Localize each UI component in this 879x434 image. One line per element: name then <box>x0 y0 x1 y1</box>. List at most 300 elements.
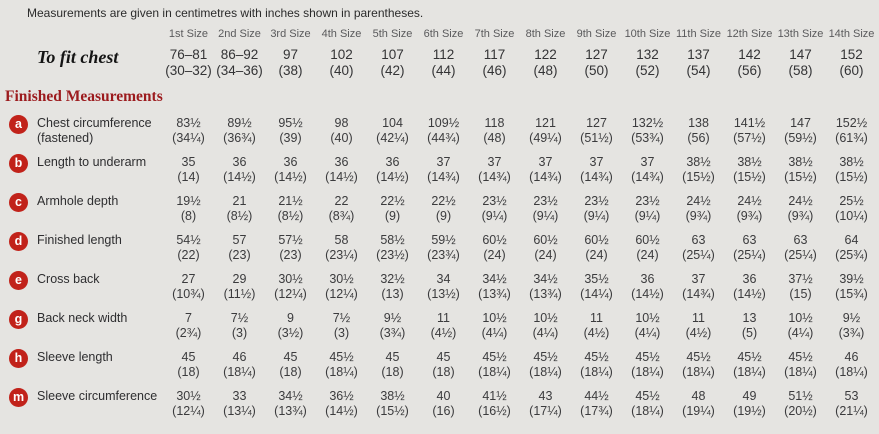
size-header-6: 6th Size <box>423 28 464 40</box>
value-c-size-9-in: (9¼) <box>583 209 610 223</box>
value-d-size-3-cm: 57½ <box>278 233 303 247</box>
value-g-size-12-cm: 13 <box>742 311 757 325</box>
value-g-size-3-cm: 9 <box>287 311 294 325</box>
value-g-size-4-cm: 7½ <box>332 311 351 325</box>
to-fit-value-3-cm: 97 <box>282 47 299 62</box>
value-c-size-10 <box>622 194 673 224</box>
value-e-size-11 <box>673 272 724 302</box>
value-a-size-6-in: (44¾) <box>427 131 460 145</box>
value-e-size-8 <box>520 272 571 302</box>
to-fit-value-3 <box>265 47 316 79</box>
value-c-size-2-cm: 21 <box>232 194 247 208</box>
value-e-size-14-in: (15¾) <box>835 287 868 301</box>
value-m-size-8-in: (17¼) <box>529 404 562 418</box>
value-e-size-11-cm: 37 <box>691 272 706 286</box>
value-a-size-11-cm: 138 <box>688 116 709 130</box>
value-g-size-6-cm: 11 <box>437 311 450 325</box>
value-m-size-12 <box>724 389 775 419</box>
value-e-size-13 <box>775 272 826 302</box>
row-label-c <box>0 194 163 209</box>
row-label-text-c: Armhole depth <box>37 194 119 208</box>
measurement-row-e <box>0 272 877 302</box>
value-e-size-3-in: (12¼) <box>274 287 307 301</box>
value-g-size-14-cm: 9½ <box>842 311 861 325</box>
value-d-size-10-cm: 60½ <box>635 233 660 247</box>
value-m-size-3-in: (13¾) <box>274 404 307 418</box>
row-label-text-h: Sleeve length <box>37 350 113 364</box>
value-b-size-12 <box>724 155 775 185</box>
value-d-size-10 <box>622 233 673 263</box>
value-b-size-8 <box>520 155 571 185</box>
value-b-size-8-cm: 37 <box>538 155 553 169</box>
value-g-size-6-in: (4½) <box>430 326 457 340</box>
value-e-size-6-cm: 34 <box>436 272 451 286</box>
value-d-size-4 <box>316 233 367 263</box>
value-a-size-8-in: (49¼) <box>529 131 562 145</box>
value-b-size-10-in: (14¾) <box>631 170 664 184</box>
value-d-size-7-cm: 60½ <box>482 233 507 247</box>
value-a-size-1 <box>163 116 214 146</box>
value-a-size-1-cm: 83½ <box>176 116 201 130</box>
value-a-size-4-in: (40) <box>330 131 353 145</box>
to-fit-value-1-cm: 76–81 <box>169 47 208 62</box>
value-a-size-3-in: (39) <box>279 131 302 145</box>
value-h-size-1 <box>163 350 214 380</box>
value-g-size-2-in: (3) <box>231 326 248 340</box>
value-a-size-4-cm: 98 <box>334 116 349 130</box>
value-d-size-9 <box>571 233 622 263</box>
to-fit-value-11 <box>673 47 724 79</box>
value-d-size-14-in: (25¾) <box>835 248 868 262</box>
value-d-size-8-cm: 60½ <box>533 233 558 247</box>
value-m-size-4 <box>316 389 367 419</box>
to-fit-value-5-in: (42) <box>380 63 405 78</box>
value-b-size-14-cm: 38½ <box>839 155 864 169</box>
value-d-size-11 <box>673 233 724 263</box>
value-g-size-11-cm: 11 <box>692 311 705 325</box>
value-c-size-5-in: (9) <box>384 209 401 223</box>
value-h-size-4-cm: 45½ <box>329 350 354 364</box>
value-m-size-1-cm: 30½ <box>176 389 201 403</box>
size-header-7: 7th Size <box>474 28 515 40</box>
value-m-size-11-in: (19¼) <box>682 404 715 418</box>
value-e-size-12 <box>724 272 775 302</box>
to-fit-value-4-cm: 102 <box>330 47 353 62</box>
row-label-text-a: Chest circumference <box>37 116 152 130</box>
row-label-text-g: Back neck width <box>37 311 128 325</box>
size-header-13: 13th Size <box>777 28 824 40</box>
to-fit-value-11-cm: 137 <box>687 47 710 62</box>
value-c-size-1-in: (8) <box>180 209 197 223</box>
value-m-size-11-cm: 48 <box>691 389 706 403</box>
value-d-size-2-in: (23) <box>228 248 251 262</box>
value-m-size-9-cm: 44½ <box>584 389 609 403</box>
value-m-size-8 <box>520 389 571 419</box>
value-b-size-9-in: (14¾) <box>580 170 613 184</box>
value-b-size-4-in: (14½) <box>325 170 358 184</box>
value-c-size-11-cm: 24½ <box>686 194 711 208</box>
value-g-size-1-in: (2¾) <box>175 326 202 340</box>
to-fit-value-7 <box>469 47 520 79</box>
value-h-size-5 <box>367 350 418 380</box>
value-h-size-10-cm: 45½ <box>635 350 660 364</box>
value-m-size-11 <box>673 389 724 419</box>
value-a-size-13-cm: 147 <box>790 116 811 130</box>
row-badge-d: d <box>9 232 28 251</box>
value-e-size-10-cm: 36 <box>640 272 655 286</box>
value-b-size-5 <box>367 155 418 185</box>
value-c-size-6 <box>418 194 469 224</box>
value-c-size-12 <box>724 194 775 224</box>
row-label-e <box>0 272 163 287</box>
to-fit-value-10 <box>622 47 673 79</box>
value-d-size-1 <box>163 233 214 263</box>
value-g-size-5 <box>367 311 418 341</box>
value-e-size-3-cm: 30½ <box>278 272 303 286</box>
value-g-size-12-in: (5) <box>741 326 758 340</box>
value-b-size-4 <box>316 155 367 185</box>
value-a-size-3 <box>265 116 316 146</box>
value-m-size-2-cm: 33 <box>232 389 247 403</box>
value-h-size-6-cm: 45 <box>436 350 451 364</box>
value-a-size-6 <box>418 116 469 146</box>
to-fit-value-2-in: (34–36) <box>216 63 263 78</box>
value-d-size-2 <box>214 233 265 263</box>
value-h-size-3-cm: 45 <box>283 350 298 364</box>
value-m-size-9 <box>571 389 622 419</box>
to-fit-value-6 <box>418 47 469 79</box>
row-badge-b: b <box>9 154 28 173</box>
value-d-size-1-cm: 54½ <box>176 233 201 247</box>
value-g-size-1-cm: 7 <box>185 311 192 325</box>
value-h-size-9-cm: 45½ <box>584 350 609 364</box>
value-m-size-3-cm: 34½ <box>278 389 303 403</box>
value-h-size-14 <box>826 350 877 380</box>
value-m-size-6 <box>418 389 469 419</box>
value-e-size-4-in: (12¼) <box>325 287 358 301</box>
value-e-size-9-cm: 35½ <box>584 272 609 286</box>
measurement-row-d <box>0 233 877 263</box>
size-header-3: 3rd Size <box>270 28 311 40</box>
value-h-size-9 <box>571 350 622 380</box>
value-g-size-14-in: (3¾) <box>838 326 865 340</box>
value-a-size-14-in: (61¾) <box>835 131 868 145</box>
value-h-size-2-cm: 46 <box>232 350 247 364</box>
value-g-size-8-in: (4¼) <box>532 326 559 340</box>
value-m-size-9-in: (17¾) <box>580 404 613 418</box>
value-h-size-8-in: (18¼) <box>529 365 562 379</box>
value-e-size-7-in: (13¾) <box>478 287 511 301</box>
value-h-size-12 <box>724 350 775 380</box>
value-b-size-3-in: (14½) <box>274 170 307 184</box>
value-e-size-2-in: (11½) <box>223 287 256 301</box>
value-e-size-11-in: (14¾) <box>682 287 715 301</box>
value-c-size-7-in: (9¼) <box>481 209 508 223</box>
value-e-size-5 <box>367 272 418 302</box>
to-fit-value-2 <box>214 47 265 79</box>
value-e-size-6-in: (13½) <box>427 287 460 301</box>
measurement-row-h <box>0 350 877 380</box>
value-c-size-6-in: (9) <box>435 209 452 223</box>
value-g-size-10-in: (4¼) <box>634 326 661 340</box>
value-h-size-5-cm: 45 <box>385 350 400 364</box>
value-b-size-9 <box>571 155 622 185</box>
to-fit-value-4 <box>316 47 367 79</box>
measurement-row-a <box>0 116 877 146</box>
value-c-size-5 <box>367 194 418 224</box>
value-g-size-3-in: (3½) <box>277 326 304 340</box>
value-b-size-12-cm: 38½ <box>737 155 762 169</box>
value-d-size-12-cm: 63 <box>742 233 757 247</box>
value-m-size-14-in: (21¼) <box>835 404 868 418</box>
value-e-size-5-cm: 32½ <box>380 272 405 286</box>
to-fit-value-14-cm: 152 <box>840 47 863 62</box>
to-fit-value-13-cm: 147 <box>789 47 812 62</box>
value-d-size-7 <box>469 233 520 263</box>
value-g-size-13 <box>775 311 826 341</box>
value-g-size-9 <box>571 311 622 341</box>
size-header-5: 5th Size <box>372 28 413 40</box>
value-h-size-12-cm: 45½ <box>737 350 762 364</box>
value-e-size-7 <box>469 272 520 302</box>
value-m-size-2-in: (13¼) <box>223 404 256 418</box>
value-m-size-13-cm: 51½ <box>788 389 813 403</box>
size-header-4: 4th Size <box>321 28 362 40</box>
value-h-size-2 <box>214 350 265 380</box>
value-h-size-2-in: (18¼) <box>223 365 256 379</box>
value-a-size-10 <box>622 116 673 146</box>
size-header-1: 1st Size <box>168 28 209 40</box>
value-h-size-14-cm: 46 <box>844 350 859 364</box>
value-c-size-13 <box>775 194 826 224</box>
to-fit-value-12-cm: 142 <box>738 47 761 62</box>
row-label-text-d: Finished length <box>37 233 122 247</box>
value-m-size-1 <box>163 389 214 419</box>
value-h-size-7 <box>469 350 520 380</box>
to-fit-value-2-cm: 86–92 <box>220 47 259 62</box>
value-e-size-12-in: (14½) <box>733 287 766 301</box>
value-d-size-11-in: (25¼) <box>682 248 715 262</box>
value-d-size-6-in: (23¾) <box>427 248 460 262</box>
value-e-size-13-in: (15) <box>789 287 812 301</box>
to-fit-value-14-in: (60) <box>839 63 864 78</box>
value-g-size-13-cm: 10½ <box>788 311 813 325</box>
value-m-size-5-cm: 38½ <box>380 389 405 403</box>
value-a-size-9 <box>571 116 622 146</box>
value-c-size-9-cm: 23½ <box>584 194 609 208</box>
value-h-size-11-cm: 45½ <box>686 350 711 364</box>
value-a-size-8 <box>520 116 571 146</box>
value-c-size-9 <box>571 194 622 224</box>
value-c-size-13-in: (9¾) <box>787 209 814 223</box>
value-m-size-13 <box>775 389 826 419</box>
value-h-size-14-in: (18¼) <box>835 365 868 379</box>
to-fit-value-3-in: (38) <box>278 63 303 78</box>
value-c-size-4-cm: 22 <box>334 194 349 208</box>
row-badge-h: h <box>9 349 28 368</box>
value-a-size-7-in: (48) <box>483 131 506 145</box>
value-d-size-4-cm: 58 <box>334 233 349 247</box>
value-a-size-9-cm: 127 <box>586 116 607 130</box>
value-a-size-11 <box>673 116 724 146</box>
value-g-size-8-cm: 10½ <box>533 311 558 325</box>
value-e-size-9-in: (14¼) <box>580 287 613 301</box>
value-b-size-3-cm: 36 <box>283 155 298 169</box>
value-d-size-10-in: (24) <box>636 248 659 262</box>
to-fit-value-11-in: (54) <box>686 63 711 78</box>
value-a-size-5-in: (42¼) <box>376 131 409 145</box>
to-fit-value-12 <box>724 47 775 79</box>
value-b-size-11-cm: 38½ <box>686 155 711 169</box>
value-h-size-4 <box>316 350 367 380</box>
to-fit-value-13-in: (58) <box>788 63 813 78</box>
value-g-size-2-cm: 7½ <box>230 311 249 325</box>
value-d-size-5 <box>367 233 418 263</box>
value-a-size-12-in: (57½) <box>733 131 766 145</box>
value-d-size-13-in: (25¼) <box>784 248 817 262</box>
value-c-size-4 <box>316 194 367 224</box>
value-d-size-1-in: (22) <box>177 248 200 262</box>
value-c-size-14 <box>826 194 877 224</box>
value-m-size-4-in: (14½) <box>325 404 358 418</box>
row-badge-c: c <box>9 193 28 212</box>
value-a-size-10-cm: 132½ <box>631 116 664 130</box>
to-fit-value-1-in: (30–32) <box>165 63 212 78</box>
value-c-size-4-in: (8¾) <box>328 209 355 223</box>
value-c-size-8-in: (9¼) <box>532 209 559 223</box>
value-m-size-7-in: (16½) <box>478 404 511 418</box>
value-c-size-7-cm: 23½ <box>482 194 507 208</box>
value-e-size-7-cm: 34½ <box>482 272 507 286</box>
value-g-size-7-in: (4¼) <box>481 326 508 340</box>
value-h-size-1-cm: 45 <box>181 350 196 364</box>
value-b-size-6 <box>418 155 469 185</box>
value-b-size-7 <box>469 155 520 185</box>
value-a-size-3-cm: 95½ <box>278 116 303 130</box>
value-e-size-2-cm: 29 <box>232 272 247 286</box>
value-e-size-9 <box>571 272 622 302</box>
value-c-size-2 <box>214 194 265 224</box>
value-b-size-13-cm: 38½ <box>788 155 813 169</box>
size-header-10: 10th Size <box>624 28 671 40</box>
value-b-size-2 <box>214 155 265 185</box>
value-g-size-10-cm: 10½ <box>635 311 660 325</box>
value-h-size-7-in: (18¼) <box>478 365 511 379</box>
value-h-size-8-cm: 45½ <box>533 350 558 364</box>
value-a-size-14-cm: 152½ <box>835 116 868 130</box>
value-e-size-4 <box>316 272 367 302</box>
value-m-size-10 <box>622 389 673 419</box>
value-b-size-13-in: (15½) <box>784 170 817 184</box>
value-e-size-1 <box>163 272 214 302</box>
value-d-size-3-in: (23) <box>279 248 302 262</box>
value-g-size-7 <box>469 311 520 341</box>
value-g-size-10 <box>622 311 673 341</box>
row-label-h <box>0 350 163 365</box>
value-c-size-10-in: (9¼) <box>634 209 661 223</box>
value-e-size-2 <box>214 272 265 302</box>
value-b-size-13 <box>775 155 826 185</box>
value-c-size-11 <box>673 194 724 224</box>
value-e-size-5-in: (13) <box>381 287 404 301</box>
size-header-9: 9th Size <box>576 28 617 40</box>
to-fit-value-6-in: (44) <box>431 63 456 78</box>
measurement-note: Measurements are given in centimetres with inches shown in parentheses. <box>27 6 424 20</box>
value-c-size-3 <box>265 194 316 224</box>
value-b-size-4-cm: 36 <box>334 155 349 169</box>
value-a-size-4 <box>316 116 367 146</box>
to-fit-value-14 <box>826 47 877 79</box>
measurement-rows <box>0 116 877 419</box>
value-d-size-7-in: (24) <box>483 248 506 262</box>
value-b-size-1-cm: 35 <box>181 155 196 169</box>
value-a-size-2-cm: 89½ <box>227 116 252 130</box>
value-a-size-7 <box>469 116 520 146</box>
row-label-text-e: Cross back <box>37 272 100 286</box>
size-header-14: 14th Size <box>828 28 875 40</box>
value-g-size-3 <box>265 311 316 341</box>
value-b-size-1-in: (14) <box>177 170 200 184</box>
value-g-size-11 <box>673 311 724 341</box>
to-fit-value-8-cm: 122 <box>534 47 557 62</box>
value-h-size-6 <box>418 350 469 380</box>
value-g-size-12 <box>724 311 775 341</box>
value-g-size-11-in: (4½) <box>685 326 712 340</box>
value-g-size-4-in: (3) <box>333 326 350 340</box>
value-h-size-11-in: (18¼) <box>682 365 715 379</box>
value-b-size-1 <box>163 155 214 185</box>
value-b-size-10 <box>622 155 673 185</box>
to-fit-value-9-cm: 127 <box>585 47 608 62</box>
value-h-size-13 <box>775 350 826 380</box>
value-m-size-12-in: (19½) <box>733 404 766 418</box>
value-e-size-1-cm: 27 <box>181 272 196 286</box>
to-fit-value-13 <box>775 47 826 79</box>
value-c-size-13-cm: 24½ <box>788 194 813 208</box>
value-e-size-10-in: (14½) <box>631 287 664 301</box>
value-b-size-6-cm: 37 <box>436 155 451 169</box>
value-b-size-9-cm: 37 <box>589 155 604 169</box>
value-h-size-3-in: (18) <box>279 365 302 379</box>
value-d-size-13-cm: 63 <box>793 233 808 247</box>
to-fit-value-4-in: (40) <box>329 63 354 78</box>
value-h-size-13-cm: 45½ <box>788 350 813 364</box>
to-fit-value-9 <box>571 47 622 79</box>
value-c-size-12-cm: 24½ <box>737 194 762 208</box>
value-d-size-2-cm: 57 <box>232 233 247 247</box>
value-g-size-9-cm: 11 <box>590 311 603 325</box>
value-d-size-5-in: (23½) <box>376 248 409 262</box>
value-h-size-8 <box>520 350 571 380</box>
value-d-size-8 <box>520 233 571 263</box>
value-g-size-13-in: (4¼) <box>787 326 814 340</box>
value-m-size-10-in: (18¼) <box>631 404 664 418</box>
value-m-size-2 <box>214 389 265 419</box>
value-h-size-13-in: (18¼) <box>784 365 817 379</box>
row-label-g <box>0 311 163 326</box>
value-d-size-6-cm: 59½ <box>431 233 456 247</box>
value-d-size-5-cm: 58½ <box>380 233 405 247</box>
row-label-text-b: Length to underarm <box>37 155 147 169</box>
value-m-size-3 <box>265 389 316 419</box>
value-d-size-6 <box>418 233 469 263</box>
value-b-size-7-cm: 37 <box>487 155 502 169</box>
value-h-size-6-in: (18) <box>432 365 455 379</box>
value-a-size-14 <box>826 116 877 146</box>
value-d-size-13 <box>775 233 826 263</box>
value-g-size-14 <box>826 311 877 341</box>
value-d-size-11-cm: 63 <box>691 233 706 247</box>
